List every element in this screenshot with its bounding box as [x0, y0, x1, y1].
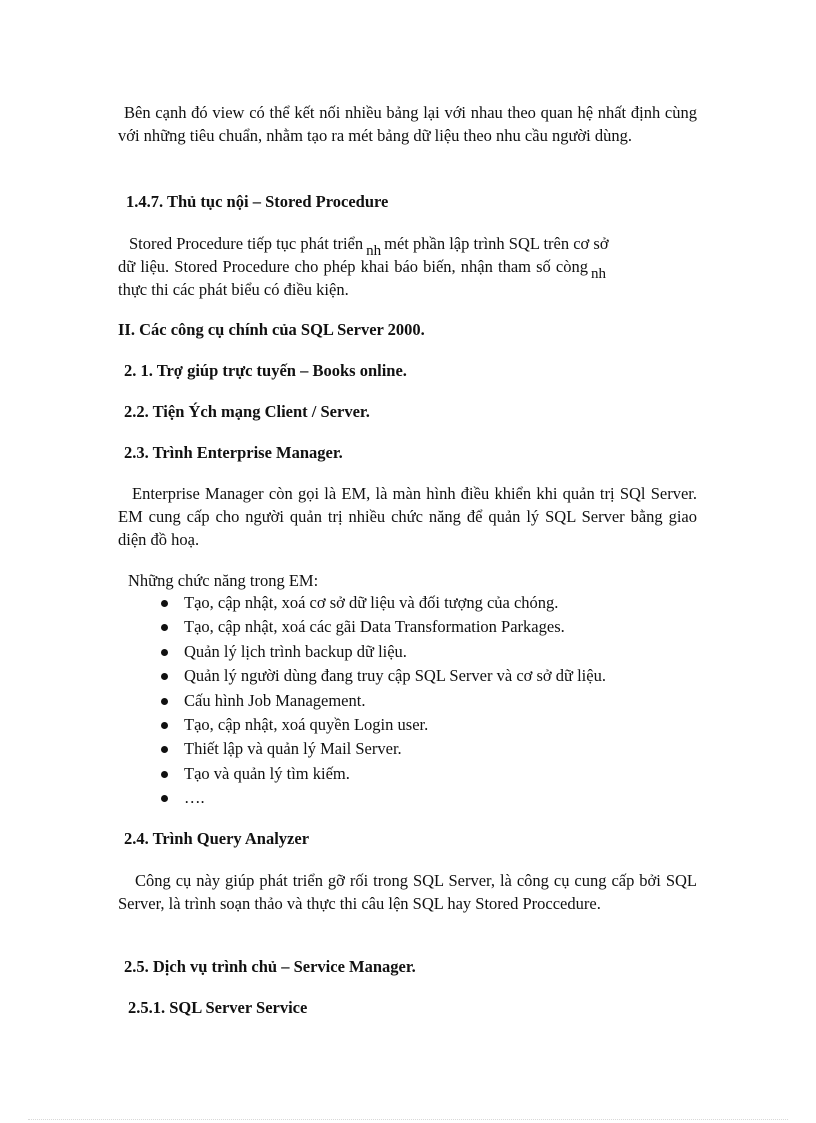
heading-2-3: 2.3. Trình Enterprise Manager. — [124, 443, 343, 462]
bullet-icon — [161, 649, 168, 656]
heading-2-4: 2.4. Trình Query Analyzer — [124, 829, 310, 848]
heading-2-1: 2. 1. Trợ giúp trực tuyến – Books online. — [124, 361, 407, 380]
heading-2-2: 2.2. Tiện Ých mạng Client / Server. — [124, 402, 370, 421]
paragraph-enterprise-manager: Enterprise Manager còn gọi là EM, là màn hình điều khiển khi quản trị SQl Server. EM cung cấp cho người quản trị nhiều chức năng để quản lý SQL Server bằng giao diện đồ hoạ. — [118, 484, 697, 549]
paragraph-view: Bên cạnh đó view có thể kết nối nhiều bảng lại với nhau theo quan hệ nhất định cùng với những tiêu chuẩn, nhằm tạo ra mét bảng dữ liệu theo nhu cầu người dùng. — [118, 103, 697, 145]
bullet-icon — [161, 746, 168, 753]
bullet-icon — [161, 624, 168, 631]
list-item: Tạo và quản lý tìm kiếm. — [157, 762, 606, 786]
stored-proc-line-1: Stored Procedure tiếp tục phát triển nh mét phần lập trình SQL trên cơ sở — [129, 234, 609, 259]
list-item: …. — [157, 786, 606, 810]
stored-proc-line-2: dữ liệu. Stored Procedure cho phép khai báo biến, nhận tham số còng nh — [118, 257, 606, 282]
list-item: Quản lý lịch trình backup dữ liệu. — [157, 640, 606, 664]
list-item: Tạo, cập nhật, xoá cơ sở dữ liệu và đối tượng của chóng. — [157, 591, 606, 615]
page-bottom-divider — [28, 1119, 788, 1120]
bullet-icon — [161, 771, 168, 778]
bullet-icon — [161, 673, 168, 680]
heading-2-5: 2.5. Dịch vụ trình chủ – Service Manager. — [124, 957, 416, 976]
stored-proc-line-3: thực thi các phát biểu có điều kiện. — [118, 280, 349, 299]
bullet-icon — [161, 600, 168, 607]
list-item: Tạo, cập nhật, xoá quyền Login user. — [157, 713, 606, 737]
bullet-icon — [161, 795, 168, 802]
em-functions-list — [157, 591, 606, 811]
list-item: Quản lý người dùng đang truy cập SQL Server và cơ sở dữ liệu. — [157, 664, 606, 688]
bullet-icon — [161, 698, 168, 705]
heading-2-5-1: 2.5.1. SQL Server Service — [128, 998, 308, 1017]
heading-ii: II. Các công cụ chính của SQL Server 2000. — [118, 320, 425, 339]
list-item: Tạo, cập nhật, xoá các gãi Data Transformation Parkages. — [157, 615, 606, 639]
bullet-icon — [161, 722, 168, 729]
list-item: Thiết lập và quản lý Mail Server. — [157, 737, 606, 761]
em-functions-title: Những chức năng trong EM: — [128, 571, 319, 590]
heading-1-4-7: 1.4.7. Thủ tục nội – Stored Procedure — [126, 192, 389, 211]
paragraph-query-analyzer: Công cụ này giúp phát triển gỡ rối trong SQL Server, là công cụ cung cấp bởi SQL Server, là trình soạn thảo và thực thi câu lện SQL hay Stored Proccedure. — [118, 871, 697, 913]
list-item: Cấu hình Job Management. — [157, 689, 606, 713]
